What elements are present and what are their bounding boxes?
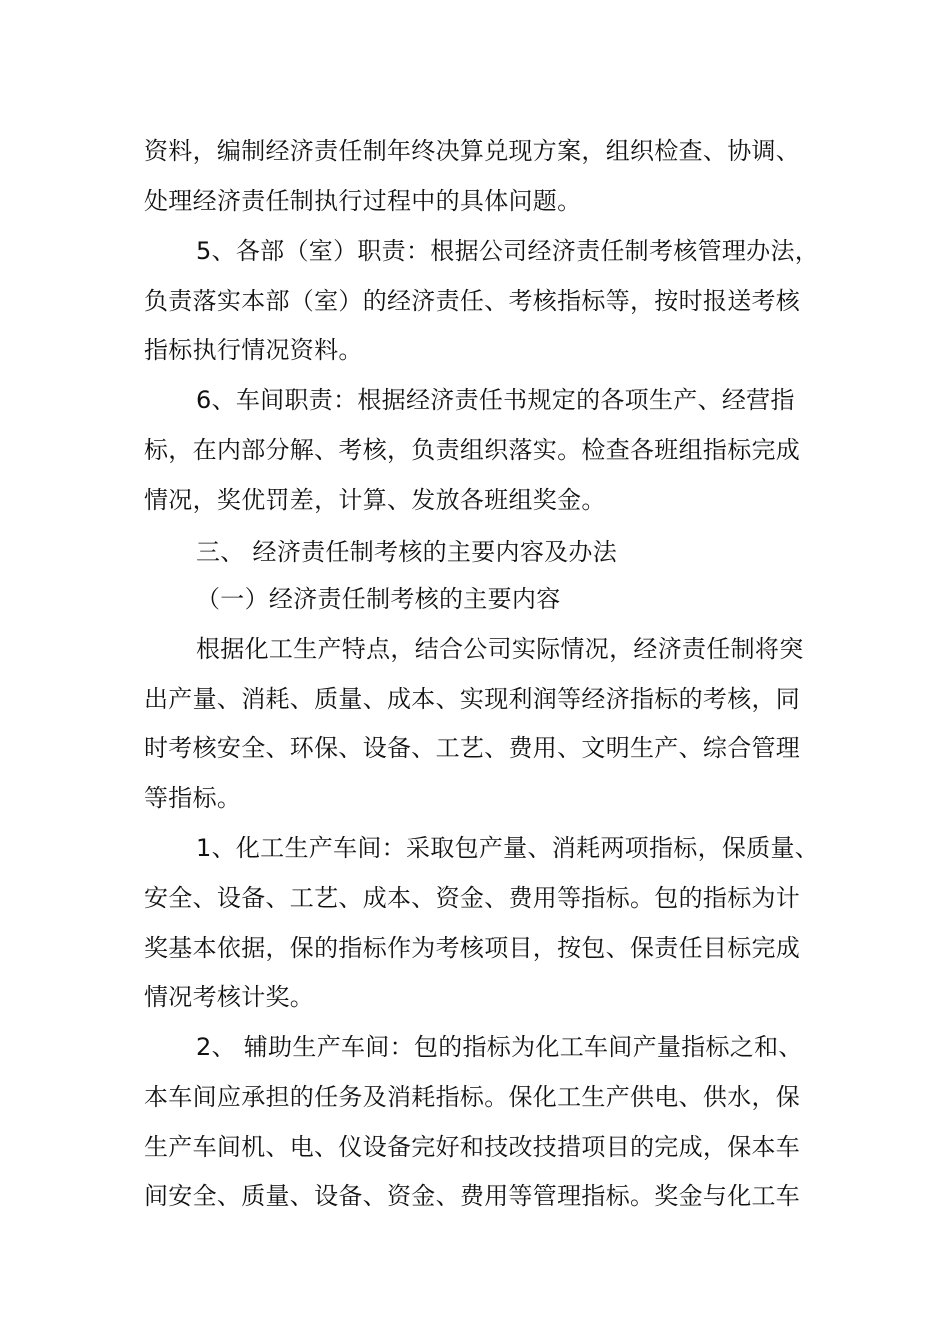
text-line: 1、化工生产车间：采取包产量、消耗两项指标，保质量、 (196, 834, 820, 862)
text-line: 出产量、消耗、质量、成本、实现利润等经济指标的考核，同 (144, 685, 801, 713)
subsection-heading: （一）经济责任制考核的主要内容 (196, 585, 561, 613)
text-line: 负责落实本部（室）的经济责任、考核指标等，按时报送考核 (144, 287, 801, 315)
text-line: 情况，奖优罚差，计算、发放各班组奖金。 (144, 486, 606, 514)
text-line: 等指标。 (144, 784, 242, 812)
text-line: 5、各部（室）职责：根据公司经济责任制考核管理办法， (196, 237, 820, 265)
text-line: 安全、设备、工艺、成本、资金、费用等指标。包的指标为计 (144, 884, 801, 912)
text-line: 间安全、质量、设备、资金、费用等管理指标。奖金与化工车 (144, 1182, 801, 1210)
text-line: 奖基本依据，保的指标作为考核项目，按包、保责任目标完成 (144, 934, 801, 962)
text-line: 资料，编制经济责任制年终决算兑现方案，组织检查、协调、 (144, 137, 801, 165)
text-line: 时考核安全、环保、设备、工艺、费用、文明生产、综合管理 (144, 734, 801, 762)
text-line: 根据化工生产特点，结合公司实际情况，经济责任制将突 (196, 635, 804, 663)
section-heading: 三、 经济责任制考核的主要内容及办法 (196, 538, 618, 566)
text-line: 生产车间机、电、仪设备完好和技改技措项目的完成，保本车 (144, 1133, 801, 1161)
text-line: 本车间应承担的任务及消耗指标。保化工生产供电、供水，保 (144, 1083, 801, 1111)
text-line: 2、 辅助生产车间：包的指标为化工车间产量指标之和、 (196, 1033, 803, 1061)
text-line: 标，在内部分解、考核，负责组织落实。检查各班组指标完成 (144, 436, 801, 464)
text-line: 情况考核计奖。 (144, 983, 315, 1011)
text-line: 6、车间职责：根据经济责任书规定的各项生产、经营指 (196, 386, 795, 414)
text-line: 处理经济责任制执行过程中的具体问题。 (144, 187, 582, 215)
text-line: 指标执行情况资料。 (144, 336, 363, 364)
